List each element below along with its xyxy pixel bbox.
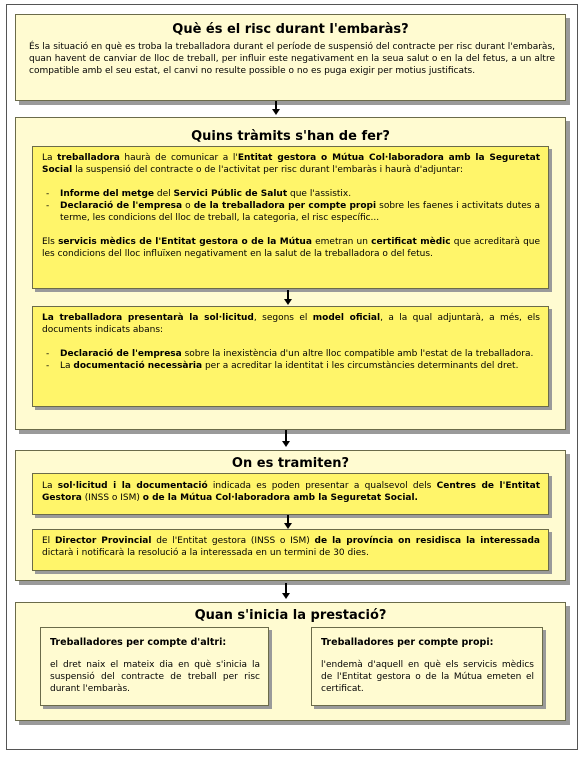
paragraph: Els servicis mèdics de l'Entitat gestora o de la Mútua emetran un certificat mèdic que acreditarà que les condicions del lloc influïxen negativament en la salut de la treballadora o del fetus. (42, 237, 541, 259)
paragraph: El Director Provincial de l'Entitat gestora (INSS o ISM) de la província on residisca la interessada dictarà i notificarà la resolució a la interessada en un termini de 30 dies. (42, 536, 540, 558)
procedure-block-communication (32, 146, 549, 289)
procedure-block-application (32, 306, 549, 407)
section-title: Quan s'inicia la prestació? (194, 608, 387, 623)
arrowhead (272, 109, 280, 115)
box-text: l'endemà d'aquell en què els servicis mèdics de l'Entitat gestora o de la Mútua emeten el certificat. (321, 660, 534, 694)
arrowhead (282, 441, 290, 447)
arrowhead (284, 299, 292, 305)
box-heading: Treballadores per compte propi: (321, 637, 494, 648)
list-item: - Declaració de l'empresa sobre la inexistència d'un altre lloc compatible amb l'estat de la treballadora. (42, 348, 540, 360)
paragraph: La sol·licitud i la documentació indicada es poden presentar a qualsevol dels Centres de l'Entitat Gestora (INSS o ISM) o de la Mútua Col·laboradora amb la Seguretat Social. (42, 481, 540, 503)
paragraph: La treballadora presentarà la sol·licitud, segons el model oficial, a la qual adjuntarà, a més, els documents indicats abans: (42, 313, 540, 335)
section-title: Què és el risc durant l'embaràs? (172, 22, 409, 37)
paragraph: La treballadora haurà de comunicar a l'Entitat gestora o Mútua Col·laboradora amb la Seguretat Social la suspensió del contracte o de l'activitat per risc durant l'embaràs i haurà d'adjuntar: (42, 153, 541, 175)
list-item: - La documentació necessària per a acreditar la identitat i les circumstàncies determinants del dret. (42, 360, 540, 372)
where-block-resolution (32, 529, 549, 571)
list-item: - Informe del metge del Servici Públic de Salut que l'assistix. (42, 188, 540, 200)
section-what-is-risk (15, 14, 566, 101)
section-title: Quins tràmits s'han de fer? (191, 129, 390, 144)
list-item: - Declaració de l'empresa o de la treballadora per compte propi sobre les faenes i activitats dutes a terme, les condicions del lloc de treball, la categoria, el risc específic... (42, 200, 540, 224)
benefit-employed-box (40, 627, 269, 706)
arrowhead (282, 593, 290, 599)
document-list (42, 348, 540, 372)
section-text: És la situació en què es troba la treballadora durant el període de suspensió del contracte per risc durant l'embaràs, quan havent de canviar de lloc de treball, per influir este negativament en la seua salut o en la del fetus, a un altre compatible amb el seu estat, el canvi no resulte possible o no es puga exigir per motius justificats. (29, 42, 555, 76)
box-heading: Treballadores per compte d'altri: (50, 637, 227, 648)
section-title: On es tramiten? (231, 456, 350, 471)
benefit-self-employed-box (311, 627, 543, 706)
document-list (42, 188, 540, 224)
where-block-submission (32, 473, 549, 515)
box-text: el dret naix el mateix dia en què s'inicia la suspensió del contracte de treball per risc durant l'embaràs. (50, 660, 260, 694)
